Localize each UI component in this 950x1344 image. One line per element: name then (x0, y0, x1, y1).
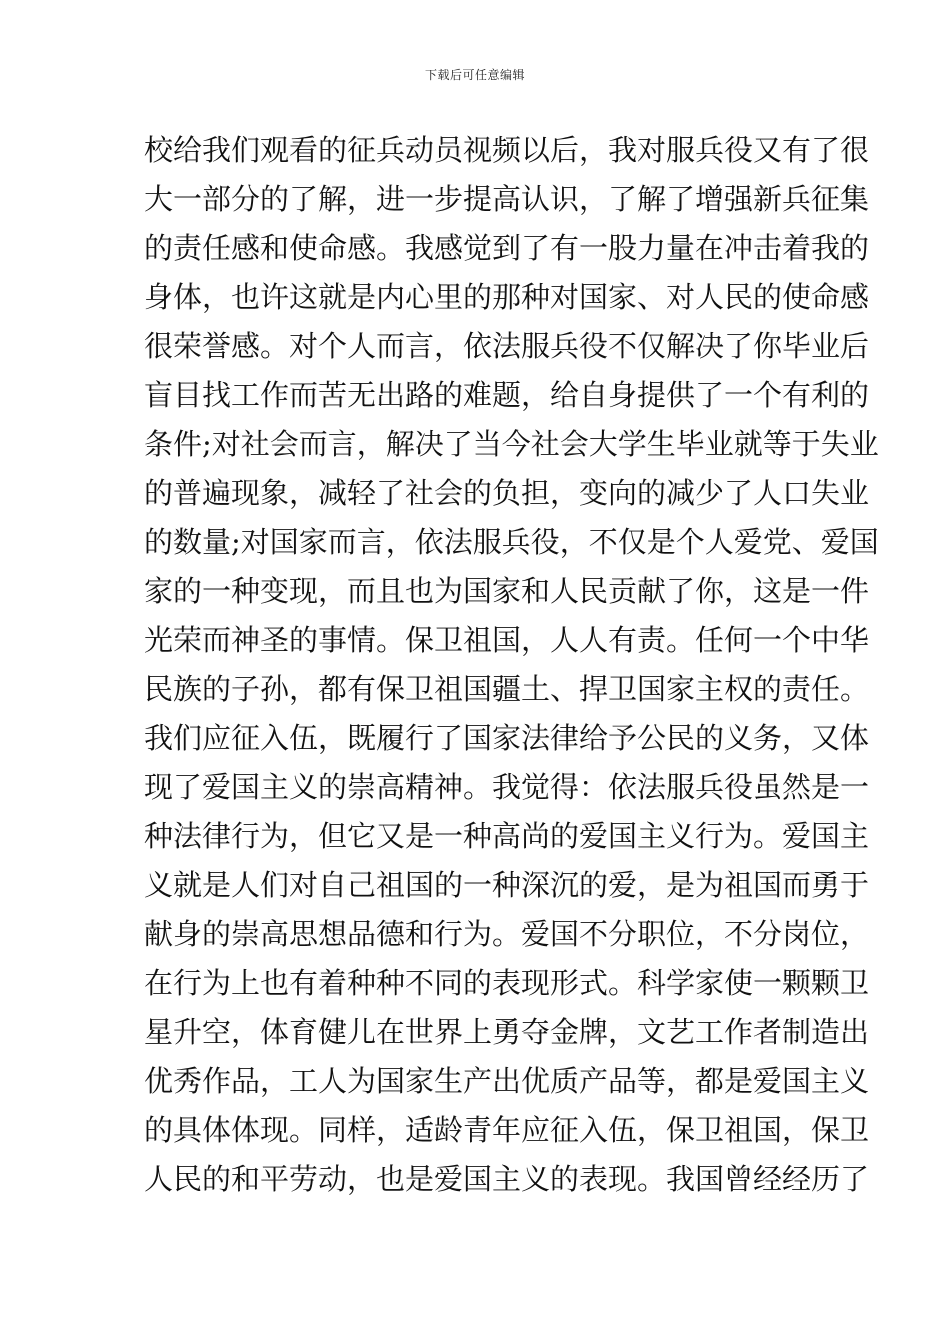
page-header: 下载后可任意编辑 (424, 68, 525, 82)
text-line: 家的一种变现，而且也为国家和人民贡献了你，这是一件 (144, 574, 870, 608)
text-line: 人民的和平劳动，也是爱国主义的表现。我国曾经经历了 (144, 1162, 870, 1196)
text-line: 我们应征入伍，既履行了国家法律给予公民的义务，又体 (144, 721, 870, 755)
text-line: 盲目找工作而苦无出路的难题，给自身提供了一个有利的 (144, 378, 870, 412)
text-line: 身体，也许这就是内心里的那种对国家、对人民的使命感 (144, 280, 870, 314)
text-line: 优秀作品，工人为国家生产出优质产品等，都是爱国主义 (144, 1064, 870, 1098)
text-line: 在行为上也有着种种不同的表现形式。科学家使一颗颗卫 (144, 966, 870, 1000)
text-line: 光荣而神圣的事情。保卫祖国，人人有责。任何一个中华 (144, 623, 870, 657)
text-line: 现了爱国主义的崇高精神。我觉得：依法服兵役虽然是一 (144, 770, 870, 804)
text-line: 很荣誉感。对个人而言，依法服兵役不仅解决了你毕业后 (144, 329, 870, 363)
text-line: 的普遍现象，减轻了社会的负担，变向的减少了人口失业 (144, 476, 870, 510)
text-line: 大一部分的了解，进一步提高认识，了解了增强新兵征集 (144, 182, 870, 216)
text-line: 条件;对社会而言，解决了当今社会大学生毕业就等于失业 (144, 427, 879, 461)
text-line: 星升空，体育健儿在世界上勇夺金牌，文艺工作者制造出 (144, 1015, 870, 1049)
text-line: 的数量;对国家而言，依法服兵役，不仅是个人爱党、爱国 (144, 525, 879, 559)
text-line: 献身的崇高思想品德和行为。爱国不分职位，不分岗位， (144, 917, 870, 951)
body-text (144, 126, 879, 1204)
text-line: 种法律行为，但它又是一种高尚的爱国主义行为。爱国主 (144, 819, 870, 853)
text-line: 校给我们观看的征兵动员视频以后，我对服兵役又有了很 (144, 133, 870, 167)
text-line: 义就是人们对自己祖国的一种深沉的爱，是为祖国而勇于 (144, 868, 870, 902)
text-line: 的责任感和使命感。我感觉到了有一股力量在冲击着我的 (144, 231, 870, 265)
text-line: 民族的子孙，都有保卫祖国疆土、捍卫国家主权的责任。 (144, 672, 870, 706)
text-line: 的具体体现。同样，适龄青年应征入伍，保卫祖国，保卫 (144, 1113, 870, 1147)
